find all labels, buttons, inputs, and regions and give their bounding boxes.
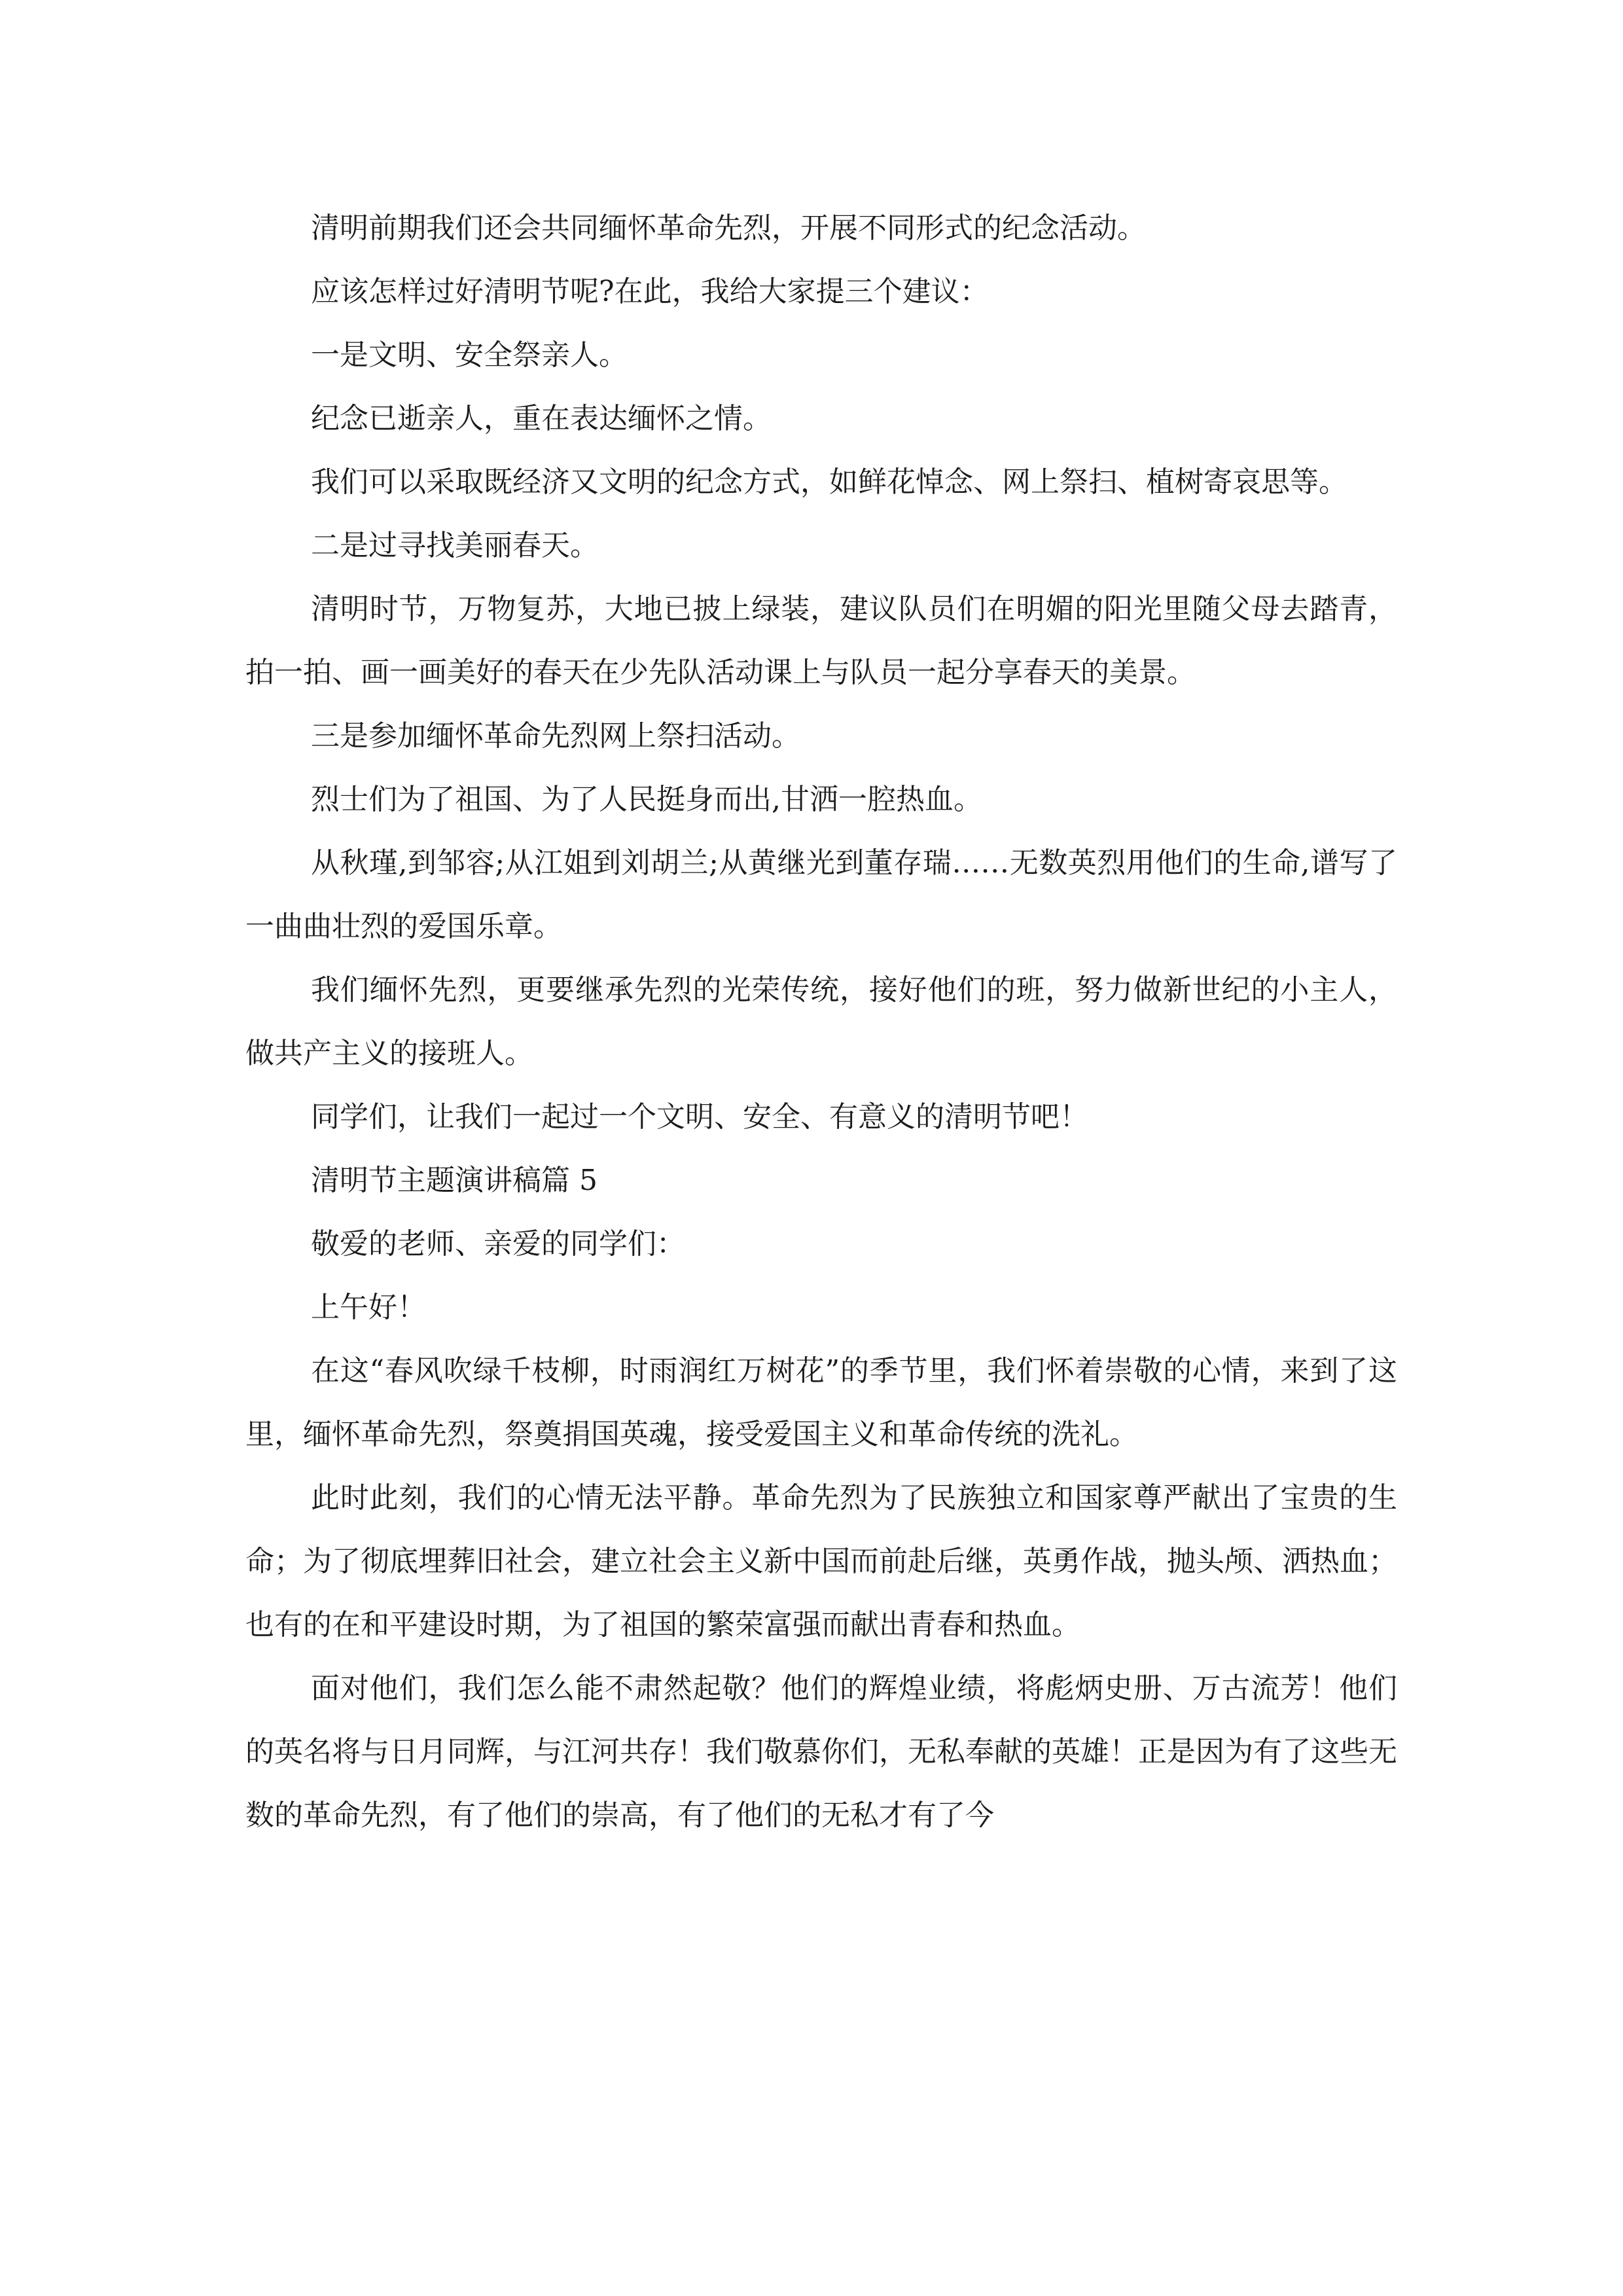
paragraph: 此时此刻，我们的心情无法平静。革命先烈为了民族独立和国家尊严献出了宝贵的生命；为了彻底埋葬旧社会，建立社会主义新中国而前赴后继，英勇作战，抛头颅、洒热血；也有的在和平建设时期，为了祖国的繁荣富强而献出青春和热血。: [245, 1481, 1397, 1641]
paragraph: 纪念已逝亲人，重在表达缅怀之情。: [311, 402, 772, 435]
paragraph: 从秋瑾,到邹容;从江姐到刘胡兰;从黄继光到董存瑞……无数英烈用他们的生命,谱写了一曲曲壮烈的爱国乐章。: [245, 846, 1397, 943]
paragraph: 我们可以采取既经济又文明的纪念方式，如鲜花悼念、网上祭扫、植树寄哀思等。: [311, 465, 1347, 499]
paragraph: 在这“春风吹绿千枝柳，时雨润红万树花”的季节里，我们怀着崇敬的心情，来到了这里，缅怀革命先烈，祭奠捐国英魂，接受爱国主义和革命传统的洗礼。: [245, 1354, 1397, 1451]
paragraph: 烈士们为了祖国、为了人民挺身而出,甘洒一腔热血。: [311, 783, 982, 816]
paragraph: 清明时节，万物复苏，大地已披上绿装，建议队员们在明媚的阳光里随父母去踏青，拍一拍、画一画美好的春天在少先队活动课上与队员一起分享春天的美景。: [245, 592, 1397, 689]
salutation: 敬爱的老师、亲爱的同学们：: [311, 1227, 685, 1261]
paragraph: 我们缅怀先烈，更要继承先烈的光荣传统，接好他们的班，努力做新世纪的小主人，做共产主义的接班人。: [245, 973, 1397, 1070]
paragraph: 清明前期我们还会共同缅怀革命先烈，开展不同形式的纪念活动。: [311, 211, 1146, 245]
paragraph: 面对他们，我们怎么能不肃然起敬？他们的辉煌业绩，将彪炳史册、万古流芳！他们的英名将与日月同辉，与江河共存！我们敬慕你们，无私奉献的英雄！正是因为有了这些无数的革命先烈，有了他们的崇高，有了他们的无私才有了今: [245, 1672, 1397, 1832]
greeting: 上午好！: [311, 1291, 426, 1324]
paragraph: 三是参加缅怀革命先烈网上祭扫活动。: [311, 719, 800, 753]
paragraph: 应该怎样过好清明节呢?在此，我给大家提三个建议：: [311, 275, 989, 308]
document-body: [245, 196, 1397, 1847]
paragraph: 一是文明、安全祭亲人。: [311, 338, 628, 372]
section-title: 清明节主题演讲稿篇 5: [311, 1164, 597, 1197]
paragraph: 同学们，让我们一起过一个文明、安全、有意义的清明节吧！: [311, 1100, 1088, 1134]
paragraph: 二是过寻找美丽春天。: [311, 529, 599, 562]
